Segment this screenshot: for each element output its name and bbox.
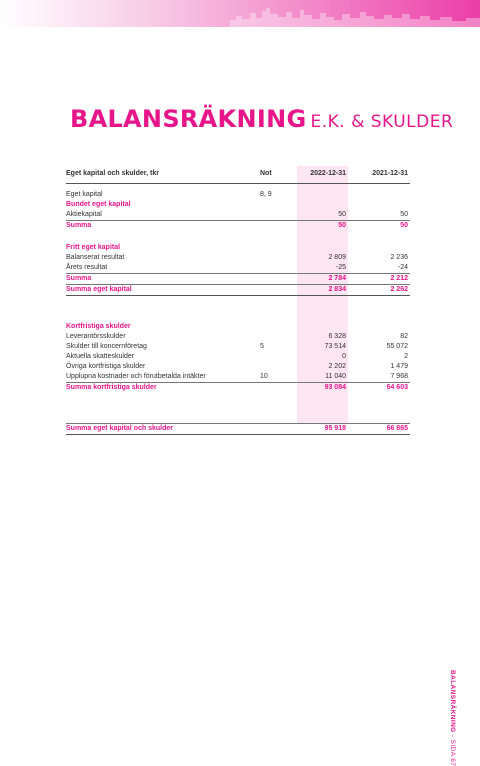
section-heading-label: Fritt eget kapital <box>66 244 121 251</box>
row-value-2021: -24 <box>397 264 408 271</box>
row-value-2022: -25 <box>335 264 346 271</box>
city-skyline-graphic <box>0 0 480 27</box>
row-label: Summa kortfristiga skulder <box>66 384 157 391</box>
row-note: 10 <box>260 373 268 380</box>
row-value-2022: 2 834 <box>328 286 346 293</box>
row-label: Skulder till koncernföretag <box>66 343 147 350</box>
row-value-2021: 66 865 <box>386 425 408 432</box>
section-heading <box>66 322 410 332</box>
row-value-2021: 64 603 <box>386 384 408 391</box>
row-value-2021: 2 <box>404 353 408 360</box>
row-note: 8, 9 <box>260 191 272 198</box>
total-row <box>66 423 410 435</box>
table-row <box>66 263 410 273</box>
title-main: BALANSRÄKNING <box>70 105 307 133</box>
header-col-2022: 2022-12-31 <box>310 170 346 177</box>
row-label: Övriga kortfristiga skulder <box>66 363 146 370</box>
row-value-2022: 50 <box>338 222 346 229</box>
top-banner <box>0 0 480 27</box>
side-section-name: BALANSRÄKNING <box>449 670 456 733</box>
table-row <box>66 362 410 372</box>
row-value-2021: 2 236 <box>390 254 408 261</box>
row-label: Summa eget kapital <box>66 286 132 293</box>
row-label: Summa <box>66 222 92 229</box>
row-value-2022: 11 040 <box>325 373 346 380</box>
section-heading <box>66 200 410 210</box>
row-value-2021: 55 072 <box>386 343 408 350</box>
row-value-2022: 95 918 <box>324 425 346 432</box>
side-page-number: - SIDA 67 <box>449 732 456 766</box>
row-value-2022: 2 784 <box>328 275 346 282</box>
summa-eget-kapital-row <box>66 284 410 296</box>
row-value-2021: 1 479 <box>390 363 408 370</box>
row-value-2022: 73 514 <box>324 343 346 350</box>
table-row <box>66 332 410 342</box>
row-value-2021: 2 212 <box>390 275 408 282</box>
section-heading <box>66 243 410 253</box>
balance-sheet-table <box>66 167 410 435</box>
table-row <box>66 342 410 352</box>
summa-row <box>66 273 410 284</box>
summa-row <box>66 220 410 231</box>
row-value-2022: 50 <box>338 211 346 218</box>
row-value-2022: 2 809 <box>328 254 346 261</box>
row-value-2022: 93 084 <box>324 384 346 391</box>
header-col-2021: 2021-12-31 <box>372 170 408 177</box>
row-value-2021: 2 262 <box>390 286 408 293</box>
section-heading-label: Kortfristiga skulder <box>66 323 131 330</box>
row-note: 5 <box>260 343 264 350</box>
table-row <box>66 210 410 220</box>
row-value-2022: 0 <box>342 353 346 360</box>
header-note: Not <box>260 170 272 177</box>
row-label: Eget kapital <box>66 191 103 198</box>
row-label: Summa eget kapital och skulder <box>66 425 173 432</box>
row-label: Leverantörsskulder <box>66 333 126 340</box>
row-label: Aktuella skatteskulder <box>66 353 135 360</box>
table-row <box>66 190 410 200</box>
row-label: Summa <box>66 275 92 282</box>
table-row <box>66 253 410 263</box>
row-value-2021: 50 <box>400 222 408 229</box>
side-page-label <box>449 670 456 766</box>
row-value-2022: 2 202 <box>328 363 346 370</box>
header-label: Eget kapital och skulder, tkr <box>66 170 159 177</box>
row-label: Balanserat resultat <box>66 254 125 261</box>
title-sub: E.K. & SKULDER <box>310 112 454 132</box>
section-heading-label: Bundet eget kapital <box>66 201 131 208</box>
row-value-2021: 50 <box>400 211 408 218</box>
page-title <box>70 100 453 132</box>
table-row <box>66 372 410 382</box>
row-label: Årets resultat <box>66 264 108 271</box>
row-label: Upplupna kostnader och förutbetalda intäkter <box>66 373 206 380</box>
table-header <box>66 167 410 184</box>
row-label: Aktiekapital <box>66 211 102 218</box>
summa-kortfristiga-row <box>66 382 410 393</box>
row-value-2021: 7 968 <box>390 373 408 380</box>
row-value-2021: 82 <box>400 333 408 340</box>
row-value-2022: 6 328 <box>328 333 346 340</box>
table-row <box>66 352 410 362</box>
